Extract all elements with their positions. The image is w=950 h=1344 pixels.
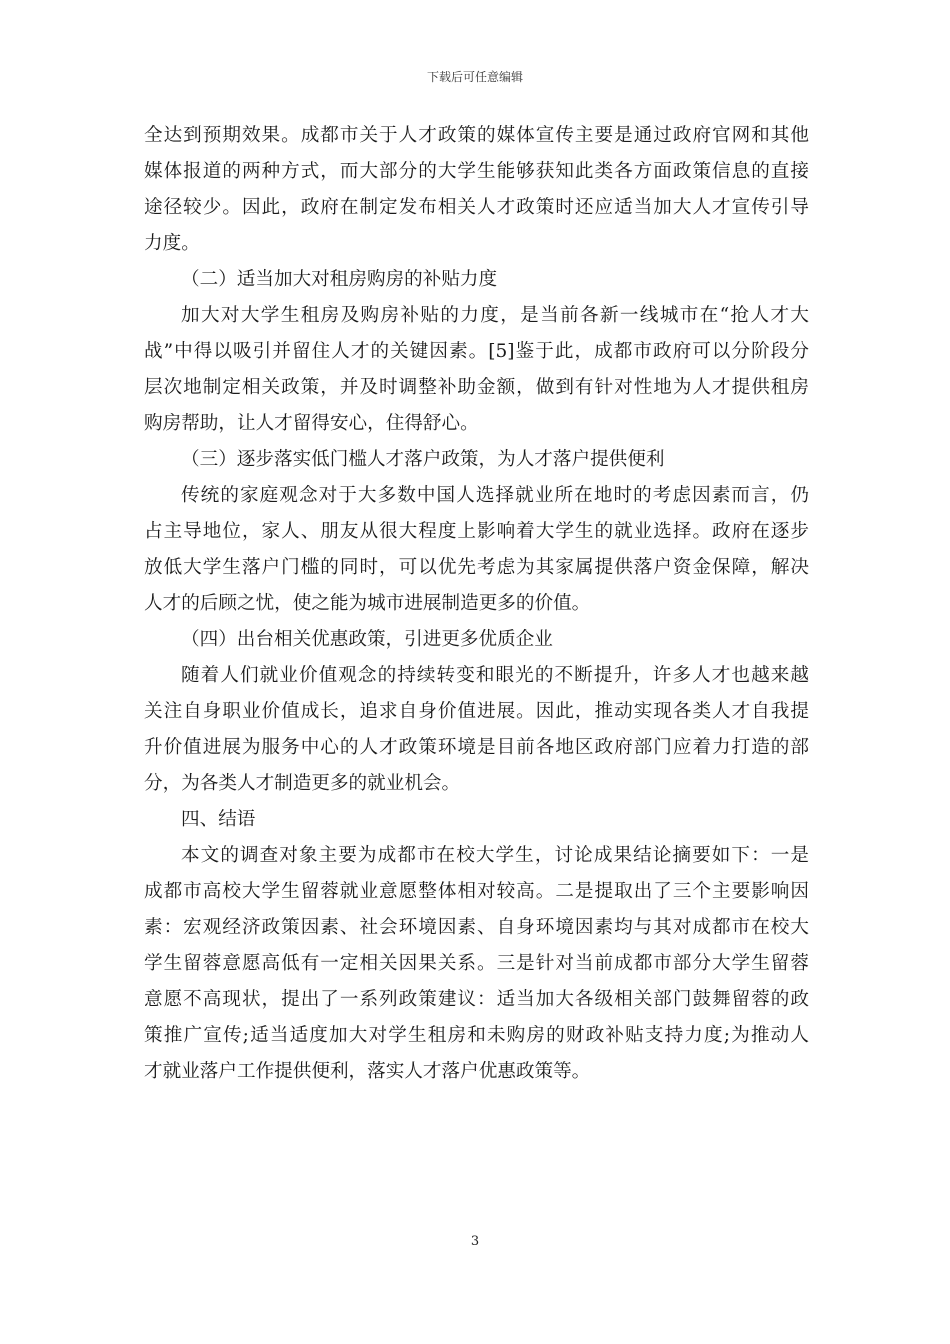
text-line: 加大对大学生租房及购房补贴的力度，是当前各新一线城市在“抢人才大 bbox=[181, 305, 809, 326]
page-header: 下载后可任意编辑 bbox=[426, 70, 523, 84]
text-line: 学生留蓉意愿高低有一定相关因果关系。三是针对当前成都市部分大学生留蓉 bbox=[144, 953, 809, 974]
text-line: 媒体报道的两种方式，而大部分的大学生能够获知此类各方面政策信息的直接 bbox=[144, 161, 809, 182]
text-line: 分，为各类人才制造更多的就业机会。 bbox=[144, 773, 461, 794]
text-line: 随着人们就业价值观念的持续转变和眼光的不断提升，许多人才也越来越 bbox=[181, 665, 809, 686]
text-line: 本文的调查对象主要为成都市在校大学生，讨论成果结论摘要如下：一是 bbox=[181, 845, 809, 866]
text-line: 力度。 bbox=[144, 233, 200, 254]
text-line: 占主导地位，家人、朋友从很大程度上影响着大学生的就业选择。政府在逐步 bbox=[144, 521, 809, 542]
text-line: 层次地制定相关政策，并及时调整补助金额，做到有针对性地为人才提供租房 bbox=[144, 377, 809, 398]
section-heading: （二）适当加大对租房购房的补贴力度 bbox=[181, 269, 498, 290]
text-line: 关注自身职业价值成长，追求自身价值进展。因此，推动实现各类人才自我提 bbox=[144, 701, 809, 722]
document-body bbox=[144, 118, 809, 1090]
section-heading: 四、结语 bbox=[181, 809, 256, 830]
text-line: 放低大学生落户门槛的同时，可以优先考虑为其家属提供落户资金保障，解决 bbox=[144, 557, 809, 578]
text-line: 战”中得以吸引并留住人才的关键因素。[5]鉴于此，成都市政府可以分阶段分 bbox=[144, 341, 809, 362]
text-line: 才就业落户工作提供便利，落实人才落户优惠政策等。 bbox=[144, 1061, 591, 1082]
text-line: 升价值进展为服务中心的人才政策环境是目前各地区政府部门应着力打造的部 bbox=[144, 737, 809, 758]
text-line: 购房帮助，让人才留得安心，住得舒心。 bbox=[144, 413, 479, 434]
section-heading: （三）逐步落实低门槛人才落户政策，为人才落户提供便利 bbox=[181, 449, 665, 470]
text-line: 人才的后顾之忧，使之能为城市进展制造更多的价值。 bbox=[144, 593, 591, 614]
text-line: 传统的家庭观念对于大多数中国人选择就业所在地时的考虑因素而言，仍 bbox=[181, 485, 809, 506]
page-number: 3 bbox=[470, 1234, 480, 1249]
text-line: 素：宏观经济政策因素、社会环境因素、自身环境因素均与其对成都市在校大 bbox=[144, 917, 809, 938]
text-line: 全达到预期效果。成都市关于人才政策的媒体宣传主要是通过政府官网和其他 bbox=[144, 125, 809, 146]
text-line: 途径较少。因此，政府在制定发布相关人才政策时还应适当加大人才宣传引导 bbox=[144, 197, 809, 218]
text-line: 成都市高校大学生留蓉就业意愿整体相对较高。二是提取出了三个主要影响因 bbox=[144, 881, 809, 902]
section-heading: （四）出台相关优惠政策，引进更多优质企业 bbox=[181, 629, 553, 650]
text-line: 意愿不高现状，提出了一系列政策建议：适当加大各级相关部门鼓舞留蓉的政 bbox=[144, 989, 809, 1010]
text-line: 策推广宣传;适当适度加大对学生租房和未购房的财政补贴支持力度;为推动人 bbox=[144, 1025, 809, 1046]
